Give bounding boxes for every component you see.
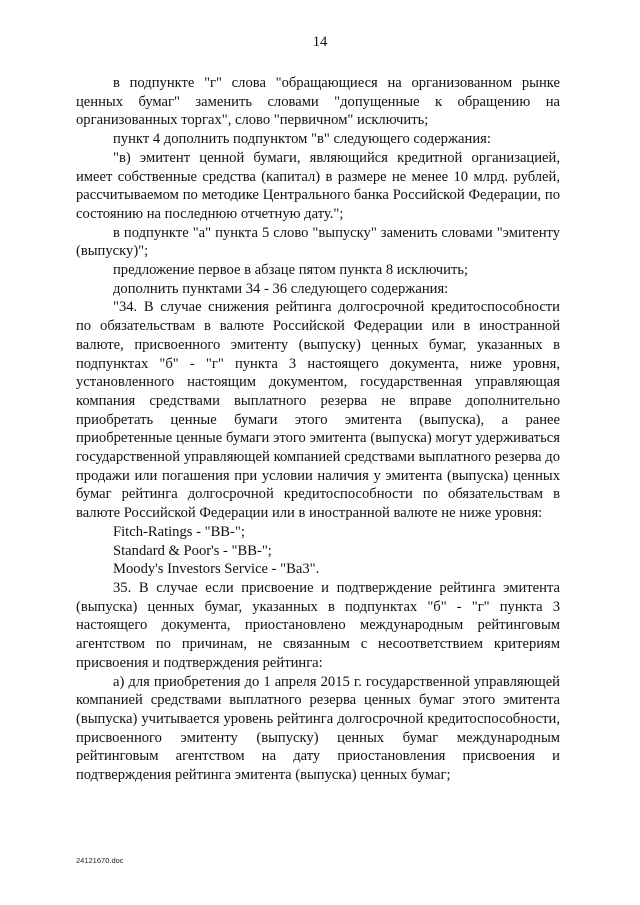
document-footer: 24121670.doc — [76, 856, 124, 865]
paragraph-5: предложение первое в абзаце пятом пункта 8 исключить; — [113, 262, 469, 279]
paragraph-2: пункт 4 дополнить подпунктом "в" следующего содержания: — [113, 131, 491, 148]
page-number: 14 — [312, 34, 328, 50]
paragraph-6: дополнить пунктами 34 - 36 следующего содержания: — [113, 280, 449, 297]
paragraph-11: 35. В случае если присвоение и подтверждение рейтинга эмитента (выпуска) ценных бумаг, указанных в подпунктах "б" - "г" пункта 3 настоящего документа, приостановлено международным рейтинговым агентством по причинам, не связанным с несоответствием критериям присвоения и подтверждения рейтинга: — [76, 579, 560, 671]
rating-line-fitch: Fitch-Ratings - "ВВ-"; — [113, 523, 245, 540]
paragraph-1: в подпункте "г" слова "обращающиеся на организованном рынке ценных бумаг" заменить словами "допущенные к обращению на организованных торгах", слово "первичном" исключить; — [76, 75, 560, 129]
rating-line-sp: Standard & Poor's - "ВВ-"; — [113, 542, 272, 559]
paragraph-4: в подпункте "а" пункта 5 слово "выпуску" заменить словами "эмитенту (выпуску)"; — [76, 224, 560, 260]
paragraph-12: а) для приобретения до 1 апреля 2015 г. государственной управляющей компанией средствами выплатного резерва ценных бумаг этого эмитента (выпуска) учитывается уровень рейтинга долгосрочной кредитоспособности, присвоенного эмитенту (выпуску) ценных бумаг международным рейтинговым агентством на дату приостановления присвоения и подтверждения рейтинга эмитента (выпуска) ценных бумаг; — [76, 673, 560, 784]
rating-line-moodys: Moody's Investors Service - "Ba3". — [113, 561, 320, 578]
paragraph-3: "в) эмитент ценной бумаги, являющийся кредитной организацией, имеет собственные средства (капитал) в размере не менее 10 млрд. рублей, рассчитываемом по методике Центрального банка Российской Федерации, по состоянию на последнюю отчетную дату."; — [76, 149, 560, 222]
paragraph-7: "34. В случае снижения рейтинга долгосрочной кредитоспособности по обязательствам в валюте Российской Федерации или в иностранной валюте, присвоенного эмитенту (выпуску) ценных бумаг, указанных в подпунктах "б" - "г" пункта 3 настоящего документа, ниже уровня, установленного настоящим документом, государственная управляющая компания средствами выплатного резерва не вправе дополнительно приобретать ценные бумаги этого эмитента (выпуска), а ранее приобретенные ценные бумаги этого эмитента (выпуска) могут удерживаться государственной управляющей компанией средствами выплатного резерва до продажи или погашения при условии наличия у эмитента (выпуска) ценных бумаг рейтинга долгосрочной кредитоспособности по обязательствам в валюте Российской Федерации или в иностранной валюте не ниже уровня: — [76, 299, 560, 522]
document-body — [76, 74, 560, 785]
